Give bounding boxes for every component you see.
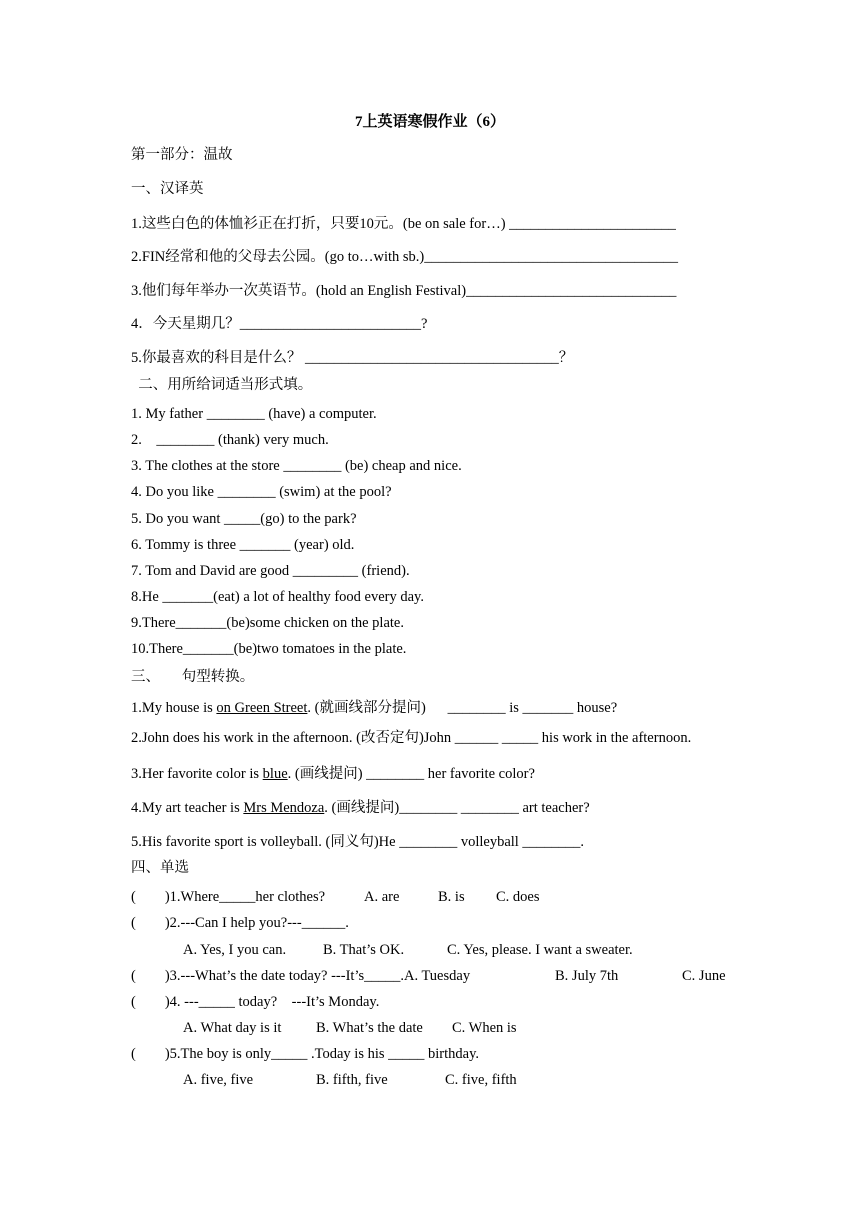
transform-item-1: [131, 699, 617, 717]
translate-item-4: 4．今天星期几？_________________________?: [131, 316, 428, 332]
fill-item-6: 6. Tommy is three _______ (year) old.: [131, 537, 355, 553]
choice-q3-option-b: B. July 7th: [555, 968, 619, 984]
page-title: 7上英语寒假作业（6）: [354, 114, 505, 130]
choice-q5-option-a: A. five, five: [183, 1072, 254, 1088]
choice-q4-option-c: C. When is: [452, 1020, 517, 1036]
fill-item-2: 2. ________ (thank) very much.: [131, 432, 329, 448]
fill-item-10: 10.There_______(be)two tomatoes in the plate.: [131, 641, 407, 657]
transform-item-4-underlined: Mrs Mendoza: [243, 800, 325, 816]
transform-item-3: [131, 765, 535, 783]
fill-item-3: 3. The clothes at the store ________ (be) cheap and nice.: [131, 458, 462, 474]
transform-item-2: 2.John does his work in the afternoon. (改否定句)John ______ _____ his work in the afternoon.: [131, 730, 692, 746]
transform-item-4-pre: 4.My art teacher is: [131, 800, 244, 816]
fill-item-4: 4. Do you like ________ (swim) at the pool?: [131, 484, 392, 500]
choice-q2-option-a: A. Yes, I you can.: [183, 942, 287, 958]
choice-q1-stem: ( )1.Where_____her clothes?: [131, 889, 326, 905]
transform-item-3-underlined: blue: [262, 766, 288, 782]
section-1-heading: 一、汉译英: [131, 181, 204, 197]
translate-item-3: 3.他们每年举办一次英语节。(hold an English Festival)_____________________________: [131, 283, 677, 299]
choice-q3-option-c: C. June: [682, 968, 726, 984]
transform-item-4: [131, 799, 590, 817]
choice-q1-option-b: B. is: [438, 889, 465, 905]
fill-item-8: 8.He _______(eat) a lot of healthy food every day.: [131, 589, 424, 605]
fill-item-9: 9.There_______(be)some chicken on the plate.: [131, 615, 404, 631]
part-heading: 第一部分：温故: [131, 147, 233, 163]
choice-q4-stem: ( )4. ---_____ today? ---It’s Monday.: [131, 994, 380, 1010]
choice-q2-option-c: C. Yes, please. I want a sweater.: [447, 942, 633, 958]
transform-item-3-pre: 3.Her favorite color is: [131, 766, 263, 782]
transform-item-1-pre: 1.My house is: [131, 700, 217, 716]
section-3-heading: 三、 句型转换。: [131, 669, 255, 685]
choice-q4-option-a: A. What day is it: [183, 1020, 282, 1036]
fill-item-5: 5. Do you want _____(go) to the park?: [131, 511, 357, 527]
translate-item-2: 2.FIN经常和他的父母去公园。(go to…with sb.)___________________________________: [131, 249, 678, 265]
section-4-heading: 四、单选: [131, 860, 189, 876]
transform-item-4-post: . (画线提问)________ ________ art teacher?: [324, 800, 590, 816]
choice-q5-option-c: C. five, fifth: [445, 1072, 517, 1088]
choice-q1-option-c: C. does: [496, 889, 540, 905]
choice-q4-option-b: B. What’s the date: [316, 1020, 423, 1036]
translate-item-5: 5.你最喜欢的科目是什么？ ___________________________________？: [131, 350, 574, 366]
transform-item-3-post: . (画线提问) ________ her favorite color?: [287, 766, 535, 782]
translate-item-1: 1.这些白色的体恤衫正在打折，只要10元。(be on sale for…) _______________________: [131, 216, 676, 232]
choice-q2-option-b: B. That’s OK.: [323, 942, 405, 958]
choice-q3-stem: ( )3.---What’s the date today? ---It’s_____.A. Tuesday: [131, 968, 471, 984]
transform-item-5: 5.His favorite sport is volleyball. (同义句)He ________ volleyball ________.: [131, 834, 585, 850]
choice-q2-stem: ( )2.---Can I help you?---______.: [131, 915, 349, 931]
fill-item-7: 7. Tom and David are good _________ (friend).: [131, 563, 410, 579]
transform-item-1-post: . (就画线部分提问) ________ is _______ house?: [307, 700, 618, 716]
choice-q5-option-b: B. fifth, five: [316, 1072, 388, 1088]
choice-q1-option-a: A. are: [364, 889, 400, 905]
section-2-heading: 二、用所给词适当形式填。: [131, 377, 313, 393]
fill-item-1: 1. My father ________ (have) a computer.: [131, 406, 377, 422]
choice-q5-stem: ( )5.The boy is only_____ .Today is his _____ birthday.: [131, 1046, 480, 1062]
transform-item-1-underlined: on Green Street: [216, 700, 308, 716]
